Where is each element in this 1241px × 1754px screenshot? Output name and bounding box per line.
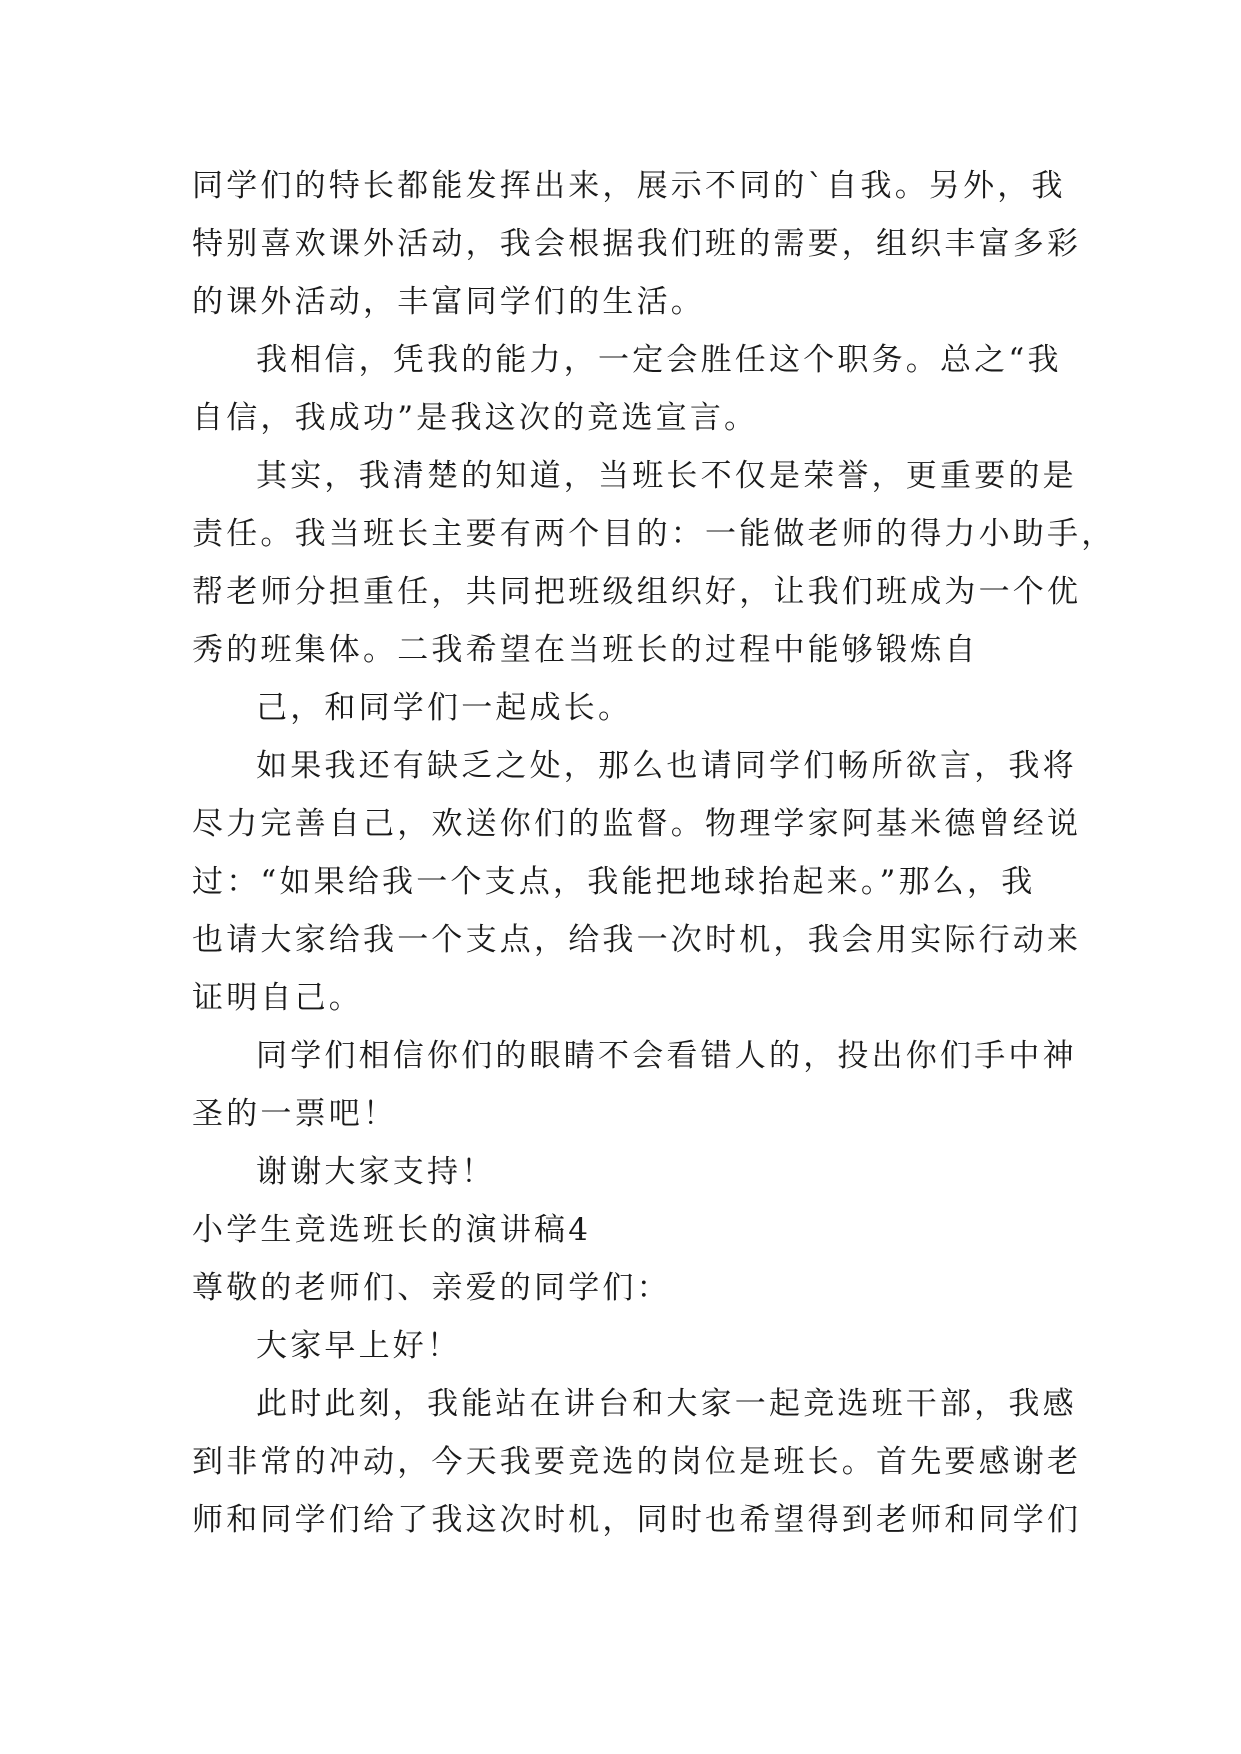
text-line: 同学们相信你们的眼睛不会看错人的，投出你们手中神: [256, 1038, 1077, 1074]
text-line: 的课外活动，丰富同学们的生活。: [192, 284, 705, 320]
text-line: 证明自己。: [192, 980, 363, 1016]
text-line: 过：“如果给我一个支点，我能把地球抬起来。”那么，我: [192, 864, 1036, 900]
text-line: 此时此刻，我能站在讲台和大家一起竞选班干部，我感: [256, 1386, 1077, 1422]
text-line: 谢谢大家支持！: [256, 1154, 496, 1190]
text-line: 其实，我清楚的知道，当班长不仅是荣誉，更重要的是: [256, 458, 1077, 494]
text-line: 到非常的冲动，今天我要竞选的岗位是班长。首先要感谢老: [192, 1444, 1082, 1480]
text-line: 帮老师分担重任，共同把班级组织好，让我们班成为一个优: [192, 574, 1082, 610]
text-line: 师和同学们给了我这次时机，同时也希望得到老师和同学们: [192, 1502, 1082, 1538]
text-line: 己，和同学们一起成长。: [256, 690, 633, 726]
text-line: 也请大家给我一个支点，给我一次时机，我会用实际行动来: [192, 922, 1082, 958]
text-line: 如果我还有缺乏之处，那么也请同学们畅所欲言，我将: [256, 748, 1077, 784]
text-line: 自信，我成功”是我这次的竞选宣言。: [192, 400, 759, 436]
section-heading: 小学生竞选班长的演讲稿4: [192, 1212, 592, 1248]
text-line: 圣的一票吧！: [192, 1096, 398, 1132]
salutation: 尊敬的老师们、亲爱的同学们：: [192, 1270, 671, 1306]
text-line: 特别喜欢课外活动，我会根据我们班的需要，组织丰富多彩: [192, 226, 1082, 262]
text-line: 同学们的特长都能发挥出来，展示不同的`自我。另外，我: [192, 168, 1066, 204]
text-line: 我相信，凭我的能力，一定会胜任这个职务。总之“我: [256, 342, 1062, 378]
text-line: 责任。我当班长主要有两个目的：一能做老师的得力小助手，: [192, 516, 1116, 552]
text-line: 尽力完善自己，欢送你们的监督。物理学家阿基米德曾经说: [192, 806, 1082, 842]
text-line: 秀的班集体。二我希望在当班长的过程中能够锻炼自: [192, 632, 979, 668]
greeting: 大家早上好！: [256, 1328, 462, 1364]
